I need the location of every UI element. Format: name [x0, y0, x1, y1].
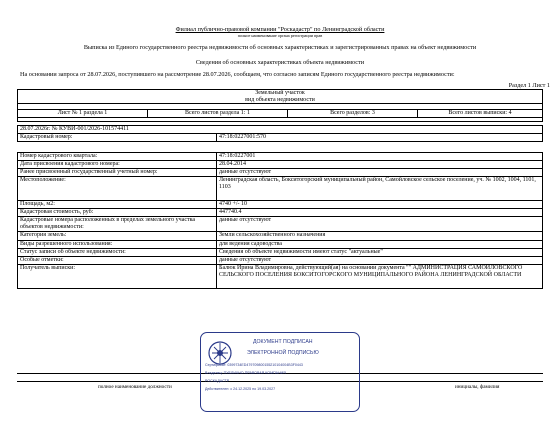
row-value: для ведения садоводства	[217, 241, 543, 249]
row-value: данные отсутствуют	[217, 169, 543, 177]
row-value: Земли сельскохозяйственного назначения	[217, 232, 543, 241]
stamp-line2: ЭЛЕКТРОННОЙ ПОДПИСЬЮ	[247, 350, 319, 356]
table-row	[18, 169, 543, 177]
row-label: Особые отметки:	[18, 257, 217, 265]
stamp-line1: ДОКУМЕНТ ПОДПИСАН	[253, 339, 313, 345]
row-label: Дата присвоения кадастрового номера:	[18, 161, 217, 169]
page-label: Раздел 1 Лист 1	[508, 82, 550, 89]
object-type-caption: вид объекта недвижимости	[245, 96, 315, 103]
doc-ref-table	[17, 125, 543, 142]
table-row	[18, 153, 543, 161]
position-caption: полное наименование должности	[98, 384, 172, 390]
row-value: данные отсутствуют	[217, 257, 543, 265]
row-label: Ранее присвоенный государственный учетный номер:	[18, 169, 217, 177]
row-value: 47:18:0227001	[217, 153, 543, 161]
row-value: 28.04.2014	[217, 161, 543, 169]
table-row	[18, 201, 543, 209]
row-label: Категория земель:	[18, 232, 217, 241]
document-reference: 28.07.2026г. № КУВИ-001/2026-101574411	[18, 126, 543, 134]
row-label: Получатель выписки:	[18, 265, 217, 289]
row-value: данные отсутствуют	[217, 217, 543, 232]
name-caption: инициалы, фамилия	[455, 384, 500, 390]
object-type: Земельный участок	[255, 90, 305, 96]
row-label: Кадастровая стоимость, руб:	[18, 209, 217, 217]
table-row	[18, 217, 543, 232]
stamp-owner-2: РОСКАДАСТР	[205, 379, 230, 383]
row-value: Ленинградская область, Бокситогорский муниципальный район, Самойловское сельское поселение, уч. № 1002, 1004, 1101, 1103	[217, 177, 543, 201]
table-row	[18, 177, 543, 201]
spacer-row	[18, 118, 543, 122]
total-sheets: Всего листов выписки: 4	[418, 110, 543, 118]
stamp-validity: Действителен: с 24.12.2025 по 19.03.2027	[205, 387, 276, 391]
row-label: Номер кадастрового квартала:	[18, 153, 217, 161]
object-header-table	[17, 89, 543, 122]
table-row	[18, 161, 543, 169]
row-label: Виды разрешенного использования:	[18, 241, 217, 249]
cadastral-number-value: 47:18:0227001:570	[217, 134, 543, 142]
row-label: Местоположение:	[18, 177, 217, 201]
row-label: Статус записи об объекте недвижимости:	[18, 249, 217, 257]
total-sections: Всего разделов: 3	[288, 110, 418, 118]
sheet-number: Лист № 1 раздела 1	[18, 110, 148, 118]
table-row	[18, 257, 543, 265]
cadastral-number-label: Кадастровый номер:	[18, 134, 217, 142]
characteristics-table	[17, 152, 543, 289]
sheets-in-section: Всего листов раздела 1: 1	[148, 110, 288, 118]
row-value: Сведения об объекте недвижимости имеют статус "актуальные"	[217, 249, 543, 257]
row-label: Кадастровые номера расположенных в пределах земельного участка объектов недвижимости:	[18, 217, 217, 232]
table-row	[18, 265, 543, 289]
basis-text: На основании запроса от 28.07.2026, поступившего на рассмотрение 28.07.2026, сообщаем, что согласно записям Единого государственного реестра недвижимости:	[20, 71, 455, 78]
row-value: Балюк Ирина Владимировна, действующий(ая) на основании документа "" АДМИНИСТРАЦИЯ САМОЙЛОВСКОГО СЕЛЬСКОГО ПОСЕЛЕНИЯ БОКСИТОГОРСКОГО МУНИЦИПАЛЬНОГО РАЙОНА ЛЕНИНГРАДСКОЙ ОБЛАСТИ	[217, 265, 543, 289]
table-row	[18, 209, 543, 217]
row-value: 447740.4	[217, 209, 543, 217]
row-label: Площадь, м2:	[18, 201, 217, 209]
document-title: Выписка из Единого государственного реестра недвижимости об основных характеристиках и зарегистрированных правах на объект недвижимости	[83, 44, 477, 51]
table-row	[18, 249, 543, 257]
stamp-owner: Владелец: ПУБЛИЧНО-ПРАВОВАЯ КОМПАНИЯ	[205, 371, 286, 375]
row-value: 4740 +/- 10	[217, 201, 543, 209]
object-type-cell	[18, 90, 543, 104]
electronic-signature-stamp	[200, 332, 360, 412]
table-row	[18, 241, 543, 249]
stamp-certificate: Сертификат: 0399734ED479709800155210104004B3F0443	[205, 363, 303, 367]
org-name: Филиал публично-правовой компании "Роскадастр" по Ленинградской области	[175, 26, 385, 33]
section-title: Сведения об основных характеристиках объекта недвижимости	[195, 59, 365, 66]
table-row	[18, 232, 543, 241]
org-caption: полное наименование органа регистрации прав	[237, 33, 323, 38]
